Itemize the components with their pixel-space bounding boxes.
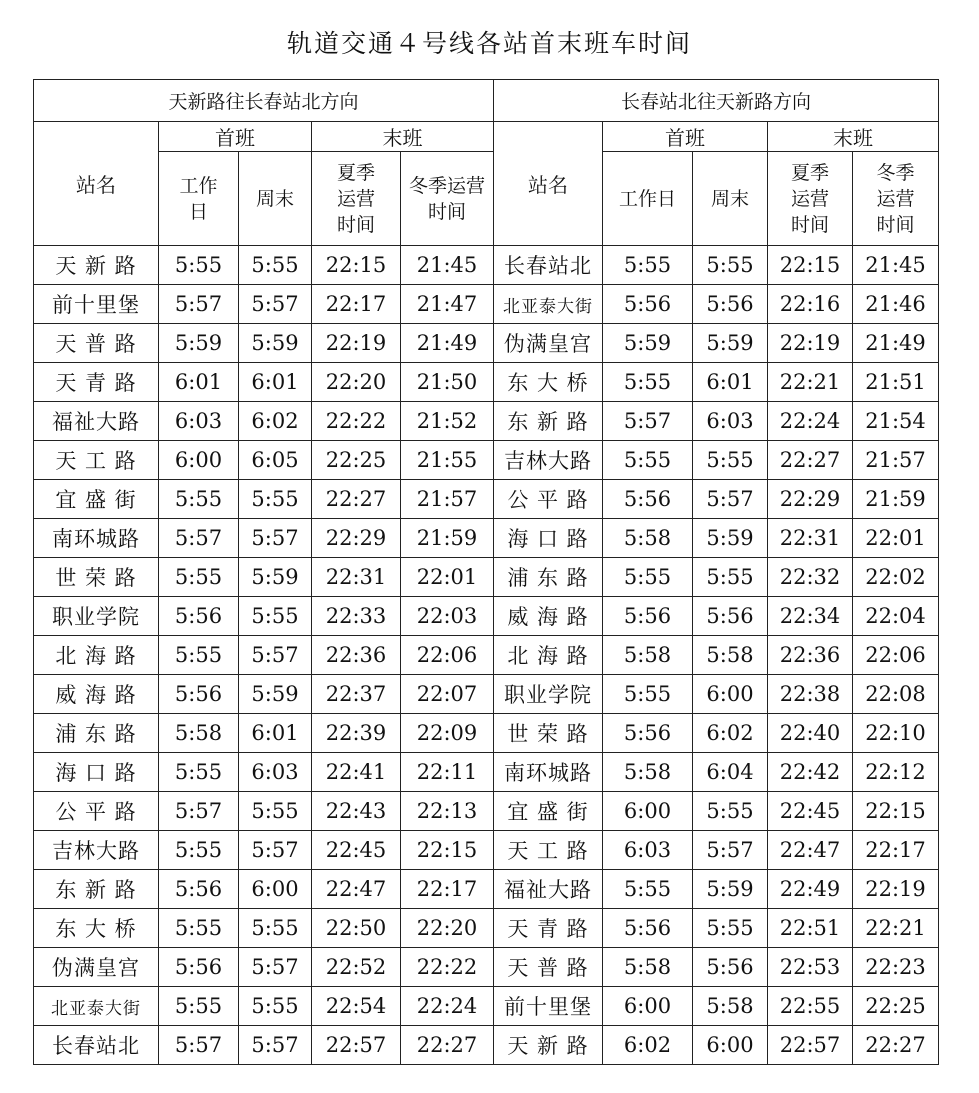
summer-last-time-cell: 22:19 <box>312 324 401 363</box>
table-row <box>34 948 939 987</box>
summer-last-time-cell: 22:15 <box>312 246 401 285</box>
table-row <box>34 285 939 324</box>
summer-last-time-cell: 22:33 <box>312 597 401 636</box>
station-name-cell: 吉林大路 <box>34 831 159 870</box>
station-name-cell: 威 海 路 <box>494 597 603 636</box>
weekday-header-right: 工作日 <box>603 152 693 246</box>
weekday-first-time-cell: 5:56 <box>603 909 693 948</box>
weekend-first-time-cell: 6:02 <box>693 714 768 753</box>
weekday-first-time-cell: 5:55 <box>603 246 693 285</box>
station-name-cell: 北 海 路 <box>34 636 159 675</box>
summer-last-time-cell: 22:34 <box>768 597 853 636</box>
winter-header-left: 冬季运营时间 <box>401 152 494 246</box>
station-name-cell: 前十里堡 <box>494 987 603 1026</box>
weekend-first-time-cell: 5:55 <box>239 597 312 636</box>
weekday-first-time-cell: 5:55 <box>159 909 239 948</box>
summer-last-time-cell: 22:54 <box>312 987 401 1026</box>
summer-last-time-cell: 22:38 <box>768 675 853 714</box>
station-name-cell: 福祉大路 <box>34 402 159 441</box>
summer-last-time-cell: 22:51 <box>768 909 853 948</box>
summer-last-time-cell: 22:17 <box>312 285 401 324</box>
station-name-cell: 宜 盛 街 <box>34 480 159 519</box>
weekday-first-time-cell: 5:56 <box>159 948 239 987</box>
weekday-first-time-cell: 6:02 <box>603 1026 693 1065</box>
winter-last-time-cell: 22:13 <box>401 792 494 831</box>
summer-last-time-cell: 22:22 <box>312 402 401 441</box>
summer-last-time-cell: 22:50 <box>312 909 401 948</box>
weekend-first-time-cell: 5:55 <box>239 480 312 519</box>
station-name-cell: 职业学院 <box>494 675 603 714</box>
station-name-cell: 伪满皇宫 <box>494 324 603 363</box>
table-row <box>34 909 939 948</box>
station-name-cell: 南环城路 <box>34 519 159 558</box>
weekend-first-time-cell: 6:00 <box>693 675 768 714</box>
weekday-first-time-cell: 5:55 <box>159 831 239 870</box>
winter-last-time-cell: 22:22 <box>401 948 494 987</box>
winter-last-time-cell: 21:51 <box>853 363 939 402</box>
table-row <box>34 519 939 558</box>
station-name-cell: 天 工 路 <box>494 831 603 870</box>
weekend-first-time-cell: 5:59 <box>693 519 768 558</box>
table-row <box>34 714 939 753</box>
table-row <box>34 402 939 441</box>
winter-last-time-cell: 22:08 <box>853 675 939 714</box>
weekend-first-time-cell: 5:59 <box>693 324 768 363</box>
station-name-cell: 吉林大路 <box>494 441 603 480</box>
weekday-first-time-cell: 5:58 <box>603 948 693 987</box>
summer-last-time-cell: 22:15 <box>768 246 853 285</box>
first-train-header-right: 首班 <box>603 122 768 152</box>
summer-header-left: 夏季运营时间 <box>312 152 401 246</box>
weekend-first-time-cell: 5:55 <box>693 441 768 480</box>
weekday-first-time-cell: 5:58 <box>159 714 239 753</box>
weekday-first-time-cell: 6:00 <box>603 792 693 831</box>
weekend-first-time-cell: 5:59 <box>239 675 312 714</box>
winter-last-time-cell: 21:49 <box>853 324 939 363</box>
weekday-first-time-cell: 5:55 <box>159 753 239 792</box>
station-name-cell: 东 大 桥 <box>494 363 603 402</box>
winter-last-time-cell: 22:07 <box>401 675 494 714</box>
winter-last-time-cell: 22:19 <box>853 870 939 909</box>
winter-last-time-cell: 22:24 <box>401 987 494 1026</box>
winter-last-time-cell: 22:20 <box>401 909 494 948</box>
weekend-first-time-cell: 5:57 <box>693 480 768 519</box>
summer-last-time-cell: 22:40 <box>768 714 853 753</box>
station-name-cell: 天 普 路 <box>34 324 159 363</box>
winter-last-time-cell: 21:54 <box>853 402 939 441</box>
weekend-first-time-cell: 6:00 <box>693 1026 768 1065</box>
weekend-first-time-cell: 5:55 <box>693 792 768 831</box>
weekday-first-time-cell: 5:56 <box>159 675 239 714</box>
summer-last-time-cell: 22:29 <box>312 519 401 558</box>
weekend-first-time-cell: 5:59 <box>693 870 768 909</box>
weekend-first-time-cell: 5:58 <box>693 987 768 1026</box>
weekend-first-time-cell: 5:57 <box>693 831 768 870</box>
weekday-first-time-cell: 6:03 <box>603 831 693 870</box>
table-row <box>34 987 939 1026</box>
station-name-cell: 天 普 路 <box>494 948 603 987</box>
summer-header-right: 夏季运营时间 <box>768 152 853 246</box>
summer-last-time-cell: 22:31 <box>768 519 853 558</box>
weekday-first-time-cell: 5:57 <box>159 285 239 324</box>
summer-last-time-cell: 22:39 <box>312 714 401 753</box>
station-name-cell: 北亚泰大街 <box>494 285 603 324</box>
summer-last-time-cell: 22:20 <box>312 363 401 402</box>
weekend-first-time-cell: 5:55 <box>239 987 312 1026</box>
winter-last-time-cell: 22:01 <box>853 519 939 558</box>
weekend-first-time-cell: 5:56 <box>693 948 768 987</box>
summer-last-time-cell: 22:29 <box>768 480 853 519</box>
winter-last-time-cell: 22:15 <box>401 831 494 870</box>
summer-last-time-cell: 22:45 <box>312 831 401 870</box>
weekday-first-time-cell: 5:55 <box>603 441 693 480</box>
weekday-first-time-cell: 5:56 <box>603 285 693 324</box>
station-name-cell: 东 大 桥 <box>34 909 159 948</box>
weekday-first-time-cell: 5:57 <box>159 519 239 558</box>
winter-last-time-cell: 21:52 <box>401 402 494 441</box>
page-title: 轨道交通４号线各站首末班车时间 <box>286 29 692 58</box>
winter-last-time-cell: 21:59 <box>853 480 939 519</box>
station-name-cell: 前十里堡 <box>34 285 159 324</box>
weekday-first-time-cell: 6:00 <box>159 441 239 480</box>
weekend-first-time-cell: 6:01 <box>239 714 312 753</box>
weekday-first-time-cell: 5:56 <box>603 714 693 753</box>
station-name-cell: 天 新 路 <box>34 246 159 285</box>
station-name-cell: 长春站北 <box>34 1026 159 1065</box>
station-name-cell: 浦 东 路 <box>494 558 603 597</box>
direction-header-southbound: 长春站北往天新路方向 <box>494 80 939 122</box>
winter-last-time-cell: 22:21 <box>853 909 939 948</box>
weekend-first-time-cell: 5:55 <box>239 246 312 285</box>
weekday-first-time-cell: 5:55 <box>603 363 693 402</box>
table-row <box>34 246 939 285</box>
winter-header-right: 冬季运营时间 <box>853 152 939 246</box>
station-header-left: 站名 <box>34 122 159 246</box>
weekend-first-time-cell: 5:55 <box>693 909 768 948</box>
weekend-header-left: 周末 <box>239 152 312 246</box>
summer-last-time-cell: 22:42 <box>768 753 853 792</box>
station-name-cell: 海 口 路 <box>34 753 159 792</box>
summer-last-time-cell: 22:57 <box>768 1026 853 1065</box>
weekday-first-time-cell: 5:55 <box>603 870 693 909</box>
weekend-first-time-cell: 5:57 <box>239 831 312 870</box>
station-name-cell: 南环城路 <box>494 753 603 792</box>
station-name-cell: 东 新 路 <box>34 870 159 909</box>
table-row <box>34 1026 939 1065</box>
summer-last-time-cell: 22:53 <box>768 948 853 987</box>
station-name-cell: 天 新 路 <box>494 1026 603 1065</box>
table-row <box>34 558 939 597</box>
summer-last-time-cell: 22:36 <box>768 636 853 675</box>
weekday-first-time-cell: 5:58 <box>603 519 693 558</box>
summer-last-time-cell: 22:16 <box>768 285 853 324</box>
table-row <box>34 324 939 363</box>
summer-last-time-cell: 22:55 <box>768 987 853 1026</box>
winter-last-time-cell: 22:23 <box>853 948 939 987</box>
summer-last-time-cell: 22:27 <box>312 480 401 519</box>
winter-last-time-cell: 22:06 <box>853 636 939 675</box>
first-train-header-left: 首班 <box>159 122 312 152</box>
weekday-first-time-cell: 5:57 <box>159 792 239 831</box>
table-row <box>34 753 939 792</box>
weekday-first-time-cell: 6:03 <box>159 402 239 441</box>
summer-last-time-cell: 22:47 <box>312 870 401 909</box>
summer-last-time-cell: 22:27 <box>768 441 853 480</box>
station-name-cell: 天 工 路 <box>34 441 159 480</box>
winter-last-time-cell: 22:02 <box>853 558 939 597</box>
table-row <box>34 480 939 519</box>
winter-last-time-cell: 22:01 <box>401 558 494 597</box>
table-row <box>34 441 939 480</box>
winter-last-time-cell: 21:55 <box>401 441 494 480</box>
summer-last-time-cell: 22:32 <box>768 558 853 597</box>
summer-last-time-cell: 22:25 <box>312 441 401 480</box>
station-name-cell: 宜 盛 街 <box>494 792 603 831</box>
weekend-first-time-cell: 5:57 <box>239 948 312 987</box>
weekday-first-time-cell: 5:59 <box>159 324 239 363</box>
winter-last-time-cell: 21:45 <box>401 246 494 285</box>
last-train-header-left: 末班 <box>312 122 494 152</box>
summer-last-time-cell: 22:45 <box>768 792 853 831</box>
weekend-first-time-cell: 5:55 <box>239 909 312 948</box>
table-row <box>34 675 939 714</box>
winter-last-time-cell: 22:10 <box>853 714 939 753</box>
weekend-header-right: 周末 <box>693 152 768 246</box>
winter-last-time-cell: 22:12 <box>853 753 939 792</box>
winter-last-time-cell: 21:47 <box>401 285 494 324</box>
station-name-cell: 公 平 路 <box>494 480 603 519</box>
summer-last-time-cell: 22:57 <box>312 1026 401 1065</box>
weekday-first-time-cell: 5:58 <box>603 753 693 792</box>
station-name-cell: 福祉大路 <box>494 870 603 909</box>
weekend-first-time-cell: 5:59 <box>239 324 312 363</box>
weekday-header-left: 工作日 <box>159 152 239 246</box>
table-row <box>34 597 939 636</box>
winter-last-time-cell: 21:50 <box>401 363 494 402</box>
winter-last-time-cell: 21:57 <box>853 441 939 480</box>
summer-last-time-cell: 22:37 <box>312 675 401 714</box>
weekend-first-time-cell: 5:57 <box>239 519 312 558</box>
weekday-first-time-cell: 5:55 <box>159 480 239 519</box>
winter-last-time-cell: 22:06 <box>401 636 494 675</box>
weekend-first-time-cell: 5:55 <box>693 558 768 597</box>
weekend-first-time-cell: 5:55 <box>693 246 768 285</box>
summer-last-time-cell: 22:19 <box>768 324 853 363</box>
station-name-cell: 公 平 路 <box>34 792 159 831</box>
weekend-first-time-cell: 5:57 <box>239 1026 312 1065</box>
weekend-first-time-cell: 5:57 <box>239 636 312 675</box>
weekday-first-time-cell: 5:55 <box>603 558 693 597</box>
station-name-cell: 长春站北 <box>494 246 603 285</box>
summer-last-time-cell: 22:21 <box>768 363 853 402</box>
weekday-first-time-cell: 5:56 <box>159 597 239 636</box>
summer-last-time-cell: 22:41 <box>312 753 401 792</box>
weekend-first-time-cell: 5:56 <box>693 597 768 636</box>
station-name-cell: 北 海 路 <box>494 636 603 675</box>
weekday-first-time-cell: 5:57 <box>159 1026 239 1065</box>
winter-last-time-cell: 22:15 <box>853 792 939 831</box>
summer-last-time-cell: 22:43 <box>312 792 401 831</box>
weekend-first-time-cell: 5:57 <box>239 285 312 324</box>
winter-last-time-cell: 21:59 <box>401 519 494 558</box>
summer-last-time-cell: 22:47 <box>768 831 853 870</box>
winter-last-time-cell: 22:25 <box>853 987 939 1026</box>
table-row <box>34 831 939 870</box>
station-name-cell: 世 荣 路 <box>34 558 159 597</box>
summer-last-time-cell: 22:24 <box>768 402 853 441</box>
last-train-header-right: 末班 <box>768 122 939 152</box>
weekday-first-time-cell: 5:55 <box>603 675 693 714</box>
station-name-cell: 海 口 路 <box>494 519 603 558</box>
table-row <box>34 870 939 909</box>
winter-last-time-cell: 21:45 <box>853 246 939 285</box>
winter-last-time-cell: 22:03 <box>401 597 494 636</box>
weekend-first-time-cell: 5:56 <box>693 285 768 324</box>
table-row <box>34 792 939 831</box>
weekday-first-time-cell: 5:56 <box>603 480 693 519</box>
weekday-first-time-cell: 5:55 <box>159 987 239 1026</box>
winter-last-time-cell: 22:09 <box>401 714 494 753</box>
station-name-cell: 伪满皇宫 <box>34 948 159 987</box>
winter-last-time-cell: 22:17 <box>401 870 494 909</box>
summer-last-time-cell: 22:36 <box>312 636 401 675</box>
weekday-first-time-cell: 5:55 <box>159 246 239 285</box>
winter-last-time-cell: 22:27 <box>853 1026 939 1065</box>
station-name-cell: 天 青 路 <box>494 909 603 948</box>
station-name-cell: 浦 东 路 <box>34 714 159 753</box>
summer-last-time-cell: 22:52 <box>312 948 401 987</box>
table-row <box>34 363 939 402</box>
winter-last-time-cell: 21:49 <box>401 324 494 363</box>
weekday-first-time-cell: 5:57 <box>603 402 693 441</box>
station-name-cell: 北亚泰大街 <box>34 987 159 1026</box>
table-row <box>34 636 939 675</box>
weekday-first-time-cell: 5:58 <box>603 636 693 675</box>
station-name-cell: 职业学院 <box>34 597 159 636</box>
weekday-first-time-cell: 5:56 <box>603 597 693 636</box>
winter-last-time-cell: 22:04 <box>853 597 939 636</box>
weekend-first-time-cell: 6:03 <box>693 402 768 441</box>
station-header-right: 站名 <box>494 122 603 246</box>
weekend-first-time-cell: 6:05 <box>239 441 312 480</box>
weekday-first-time-cell: 5:56 <box>159 870 239 909</box>
weekend-first-time-cell: 6:00 <box>239 870 312 909</box>
weekend-first-time-cell: 5:55 <box>239 792 312 831</box>
station-name-cell: 威 海 路 <box>34 675 159 714</box>
summer-last-time-cell: 22:49 <box>768 870 853 909</box>
weekday-first-time-cell: 5:55 <box>159 636 239 675</box>
schedule-rows <box>34 246 939 1065</box>
weekday-first-time-cell: 5:55 <box>159 558 239 597</box>
weekend-first-time-cell: 6:01 <box>693 363 768 402</box>
summer-last-time-cell: 22:31 <box>312 558 401 597</box>
winter-last-time-cell: 22:17 <box>853 831 939 870</box>
winter-last-time-cell: 21:46 <box>853 285 939 324</box>
winter-last-time-cell: 22:11 <box>401 753 494 792</box>
station-name-cell: 东 新 路 <box>494 402 603 441</box>
schedule-table <box>33 79 939 1065</box>
weekend-first-time-cell: 6:03 <box>239 753 312 792</box>
weekday-first-time-cell: 5:59 <box>603 324 693 363</box>
weekday-first-time-cell: 6:01 <box>159 363 239 402</box>
weekend-first-time-cell: 5:59 <box>239 558 312 597</box>
winter-last-time-cell: 22:27 <box>401 1026 494 1065</box>
station-name-cell: 世 荣 路 <box>494 714 603 753</box>
weekend-first-time-cell: 6:01 <box>239 363 312 402</box>
winter-last-time-cell: 21:57 <box>401 480 494 519</box>
weekend-first-time-cell: 6:04 <box>693 753 768 792</box>
station-name-cell: 天 青 路 <box>34 363 159 402</box>
weekend-first-time-cell: 6:02 <box>239 402 312 441</box>
weekday-first-time-cell: 6:00 <box>603 987 693 1026</box>
direction-header-northbound: 天新路往长春站北方向 <box>34 80 494 122</box>
weekend-first-time-cell: 5:58 <box>693 636 768 675</box>
